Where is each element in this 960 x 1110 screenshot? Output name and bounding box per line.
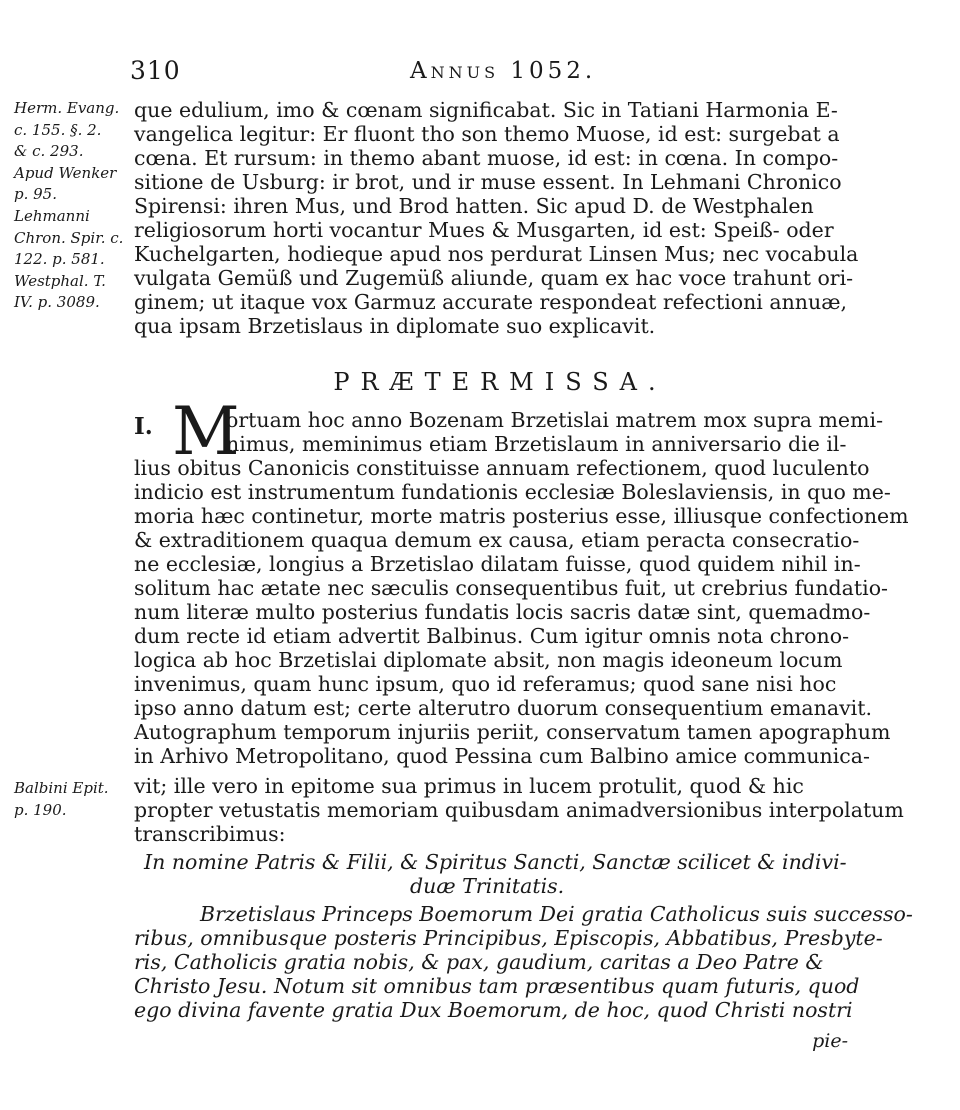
catchword: pie-: [812, 1030, 848, 1052]
margin-note: IV. p. 3089.: [14, 293, 100, 312]
text-line: vangelica legitur: Er fluont tho son themo Muose, id est: surgebat a: [134, 122, 840, 146]
margin-note: 122. p. 581.: [14, 250, 105, 269]
text-line: Autographum temporum injuriis periit, conservatum tamen apographum: [134, 720, 891, 744]
page-number: 310: [130, 56, 181, 85]
paragraph-number: I.: [134, 413, 153, 440]
margin-note: p. 190.: [14, 800, 67, 819]
text-line: propter vetustatis memoriam quibusdam animadversionibus interpolatum: [134, 798, 904, 822]
margin-note: p. 95.: [14, 185, 57, 204]
margin-note: & c. 293.: [14, 142, 84, 161]
page-header: [118, 50, 858, 90]
text-line: cœna. Et rursum: in themo abant muose, id est: in cœna. In compo-: [134, 146, 839, 170]
margin-note: Chron. Spir. c.: [14, 228, 124, 247]
quote-line: ribus, omnibusque posteris Principibus, Episcopis, Abbatibus, Presbyte-: [134, 926, 883, 950]
text-line: Spirensi: ihren Mus, und Brod hatten. Sic apud D. de Westphalen: [134, 194, 814, 218]
text-line: & extraditionem quaqua demum ex causa, etiam peracta consecratio-: [134, 528, 860, 552]
text-line: indicio est instrumentum fundationis ecclesiæ Boleslaviensis, in quo me-: [134, 480, 891, 504]
text-line: Kuchelgarten, hodieque apud nos perdurat Linsen Mus; nec vocabula: [134, 242, 859, 266]
text-line: invenimus, quam hunc ipsum, quo id referamus; quod sane nisi hoc: [134, 672, 837, 696]
text-line: lius obitus Canonicis constituisse annuam refectionem, quod luculento: [134, 456, 870, 480]
quote-line: In nomine Patris & Filii, & Spiritus Sancti, Sanctæ scilicet & indivi-: [144, 850, 847, 874]
text-line: in Arhivo Metropolitano, quod Pessina cum Balbino amice communica-: [134, 744, 870, 768]
margin-note: Herm. Evang.: [14, 99, 120, 117]
drop-cap: M: [172, 393, 240, 470]
margin-note: Balbini Epit.: [14, 779, 109, 797]
text-line: transcribimus:: [134, 822, 286, 846]
text-line: vit; ille vero in epitome sua primus in lucem protulit, quod & hic: [134, 774, 804, 798]
text-line: sitione de Usburg: ir brot, und ir muse essent. In Lehmani Chronico: [134, 170, 842, 194]
margin-notes-top: [14, 98, 136, 314]
margin-note: Apud Wenker: [14, 163, 117, 182]
margin-note: Westphal. T.: [14, 271, 106, 290]
text-line: solitum hac ætate nec sæculis consequentibus fuit, ut crebrius fundatio-: [134, 576, 888, 600]
text-line: moria hæc continetur, morte matris posterius esse, illiusque confectionem: [134, 504, 909, 528]
quote-line: ego divina favente gratia Dux Boemorum, de hoc, quod Christi nostri: [134, 998, 853, 1022]
section-title: PRÆTERMISSA.: [333, 368, 667, 396]
text-line: nimus, meminimus etiam Brzetislaum in anniversario die il-: [226, 432, 847, 456]
text-line: qua ipsam Brzetislaus in diplomate suo explicavit.: [134, 314, 656, 338]
text-line: que edulium, imo & cœnam significabat. Sic in Tatiani Harmonia E-: [134, 98, 838, 122]
quote-line: ris, Catholicis gratia nobis, & pax, gaudium, caritas a Deo Patre &: [134, 950, 824, 974]
quote-line: duæ Trinitatis.: [410, 874, 565, 898]
text-line: num literæ multo posterius fundatis locis sacris datæ sint, quemadmo-: [134, 600, 871, 624]
running-head: Annus 1052.: [410, 58, 597, 84]
margin-note: Lehmanni: [14, 206, 90, 225]
text-line: dum recte id etiam advertit Balbinus. Cum igitur omnis nota chrono-: [134, 624, 849, 648]
text-line: ginem; ut itaque vox Garmuz accurate respondeat refectioni annuæ,: [134, 290, 847, 314]
margin-notes-bottom: [14, 778, 136, 821]
text-line: ne ecclesiæ, longius a Brzetislao dilatam fuisse, quod quidem nihil in-: [134, 552, 861, 576]
text-line: religiosorum horti vocantur Mues & Musgarten, id est: Speiß- oder: [134, 218, 834, 242]
text-line: ipso anno datum est; certe alterutro duorum consequentium emanavit.: [134, 696, 872, 720]
text-line: ortuam hoc anno Bozenam Brzetislai matrem mox supra memi-: [226, 408, 883, 432]
text-line: vulgata Gemüß und Zugemüß aliunde, quam ex hac voce trahunt ori-: [134, 266, 854, 290]
quote-line: Brzetislaus Princeps Boemorum Dei gratia Catholicus suis successo-: [200, 902, 913, 926]
text-line: logica ab hoc Brzetislai diplomate absit, non magis ideoneum locum: [134, 648, 843, 672]
margin-note: c. 155. §. 2.: [14, 120, 102, 139]
quote-line: Christo Jesu. Notum sit omnibus tam præsentibus quam futuris, quod: [134, 974, 860, 998]
